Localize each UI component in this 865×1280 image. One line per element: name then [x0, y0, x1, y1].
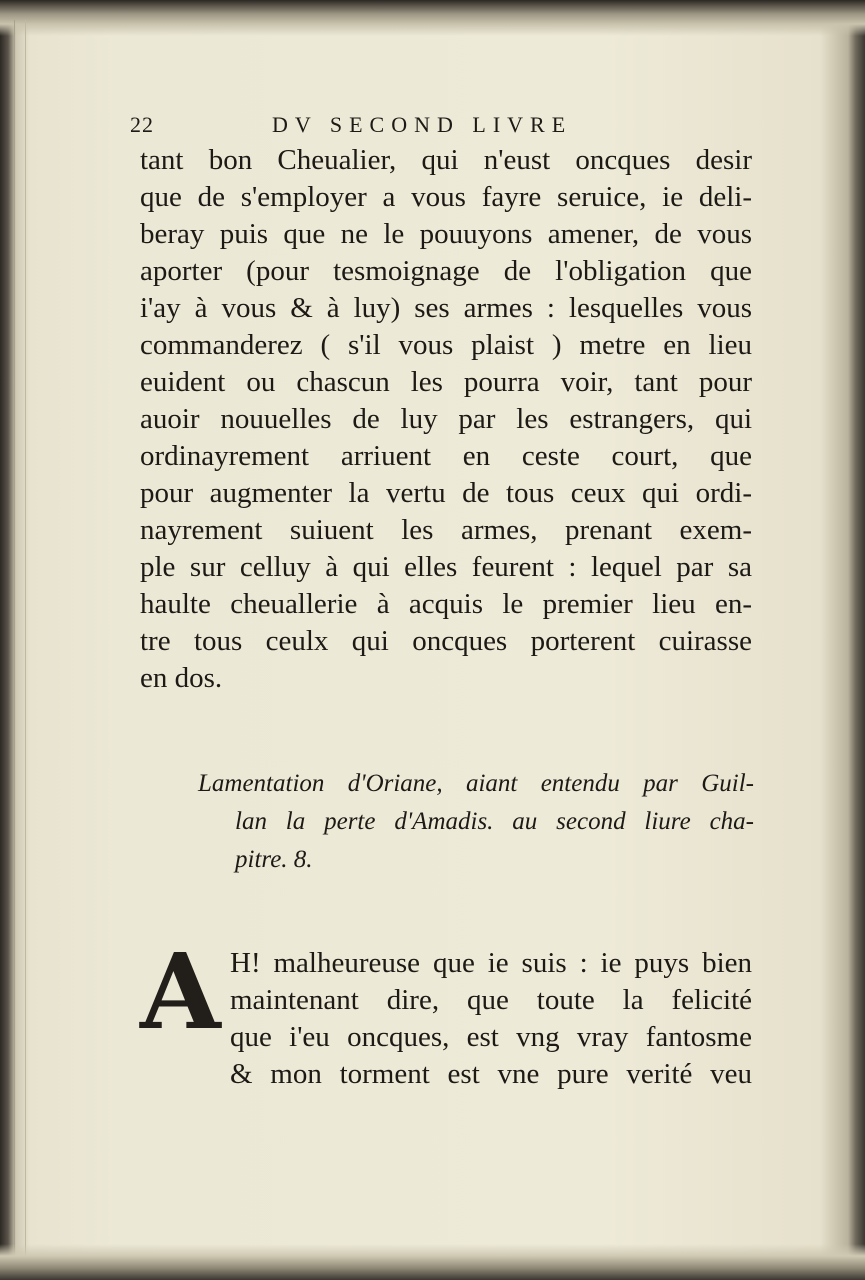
text-line: maintenant dire, que toute la felicité — [230, 984, 752, 1016]
drop-capital: A — [140, 930, 221, 1053]
text-line: en dos. — [140, 662, 223, 694]
heading-line: Lamentation d'Oriane, aiant entendu par Guil- — [198, 770, 754, 797]
text-line: que de s'employer a vous fayre seruice, ie deli- — [140, 181, 752, 213]
text-line: haulte cheuallerie à acquis le premier lieu en- — [140, 588, 752, 620]
text-line: ple sur celluy à qui elles feurent : lequel par sa — [140, 551, 752, 583]
text-line: tant bon Cheualier, qui n'eust oncques desir — [140, 144, 752, 176]
text-line: nayrement suiuent les armes, prenant exem- — [140, 514, 752, 546]
text-line: auoir nouuelles de luy par les estrangers, qui — [140, 403, 752, 435]
text-line: aporter (pour tesmoignage de l'obligation que — [140, 255, 752, 287]
page-number: 22 — [130, 112, 154, 137]
running-head-title: DV SECOND LIVRE — [272, 112, 573, 137]
text-line: ordinayrement arriuent en ceste court, que — [140, 440, 752, 472]
text-line: H! malheureuse que ie suis : ie puys bien — [230, 947, 752, 979]
page-bottom-edge — [0, 1244, 865, 1280]
text-line: beray puis que ne le pouuyons amener, de vous — [140, 218, 752, 250]
running-header — [130, 112, 630, 142]
chapter-heading — [198, 765, 754, 879]
page-gutter-edge — [14, 20, 26, 1260]
page-top-edge — [0, 0, 865, 36]
text-line: i'ay à vous & à luy) ses armes : lesquelles vous — [140, 292, 752, 324]
text-line: tre tous ceulx qui oncques porterent cuirasse — [140, 625, 752, 657]
text-line: & mon torment est vne pure verité veu — [230, 1058, 752, 1090]
text-line: euident ou chascun les pourra voir, tant pour — [140, 366, 752, 398]
heading-line: pitre. 8. — [235, 846, 313, 873]
text-line: pour augmenter la vertu de tous ceux qui ordi- — [140, 477, 752, 509]
lamentation-paragraph — [230, 945, 752, 1093]
text-line: commanderez ( s'il vous plaist ) metre en lieu — [140, 329, 752, 361]
heading-line: lan la perte d'Amadis. au second liure cha- — [235, 808, 754, 835]
text-line: que i'eu oncques, est vng vray fantosme — [230, 1021, 752, 1053]
body-text — [140, 142, 752, 697]
